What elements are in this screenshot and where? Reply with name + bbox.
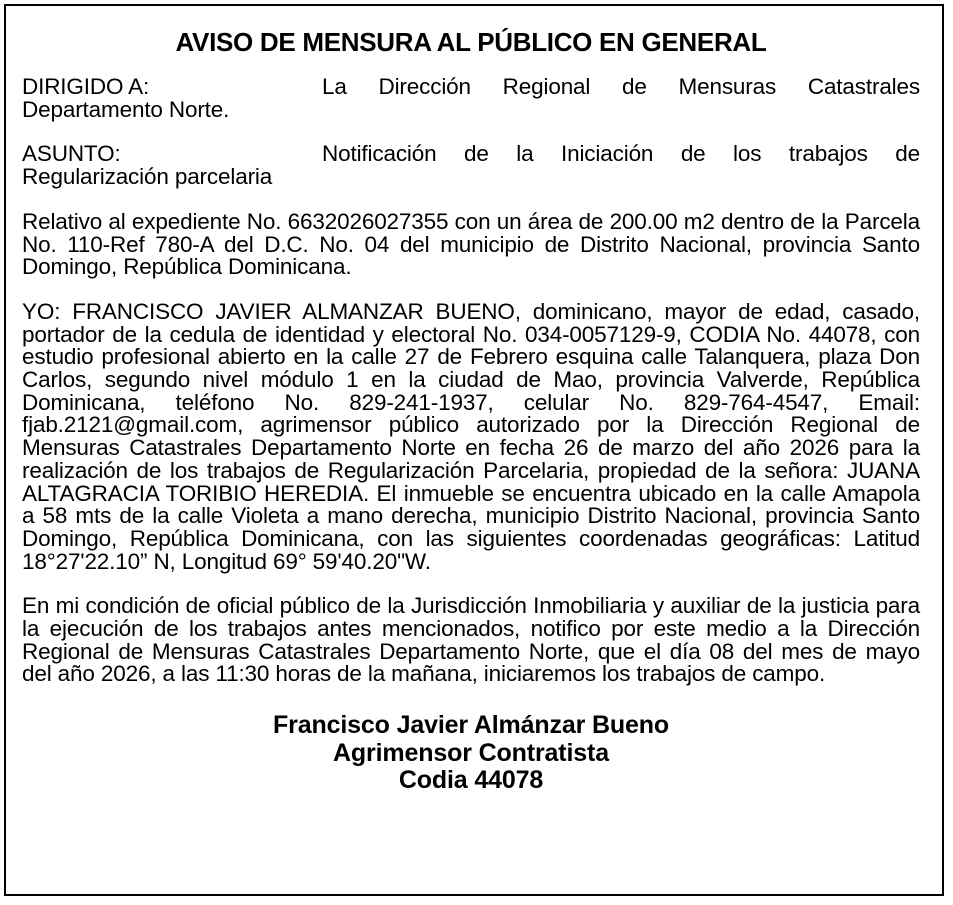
addressee-label: DIRIGIDO A: [22, 74, 150, 99]
addressee-field [22, 76, 920, 121]
signature-role: Agrimensor Contratista [333, 738, 609, 767]
subject-line-2: Regularización parcelaria [22, 164, 273, 190]
notice-title: AVISO DE MENSURA AL PÚBLICO EN GENERAL [175, 27, 767, 57]
subject-label: ASUNTO: [22, 141, 121, 167]
file-reference-paragraph: Relativo al expediente No. 6632026027355 con un área de 200.00 m2 dentro de la Parcela No. 110-Ref 780-A del D.C. No. 04 del municipio de Distrito Nacional, provincia Santo Domingo, República Dominicana. [22, 208, 920, 280]
subject-field [22, 143, 920, 188]
subject-line-1: Notificación de la Iniciación de los trabajos de [322, 141, 920, 167]
signature-codia: Codia 44078 [398, 766, 544, 795]
notification-paragraph: En mi condición de oficial público de la Jurisdicción Inmobiliaria y auxiliar de la justicia para la ejecución de los trabajos antes mencionados, notifico por este medio a la Dirección Regional de Mensuras Catastrales Departamento Norte, que el día 08 del mes de mayo del año 2026, a las 11:30 horas de la mañana, iniciaremos los trabajos de campo. [22, 593, 920, 687]
surveyor-declaration-paragraph: YO: FRANCISCO JAVIER ALMANZAR BUENO, dominicano, mayor de edad, casado, portador de la cedula de identidad y electoral No. 034-0057129-9, CODIA No. 44078, con estudio profesional abierto en la calle 27 de Febrero esquina calle Talanquera, plaza Don Carlos, segundo nivel módulo 1 en la ciudad de Mao, provincia Valverde, República Dominicana, teléfono No. 829-241-1937, celular No. 829-764-4547, Email: fjab.2121@gmail.com, agrimensor público autorizado por la Dirección Regional de Mensuras Catastrales Departamento Norte en fecha 26 de marzo del año 2026 para la realización de los trabajos de Regularización Parcelaria, propiedad de la señora: JUANA ALTAGRACIA TORIBIO HEREDIA. El inmueble se encuentra ubicado en la calle Amapola a 58 mts de la calle Violeta a mano derecha, municipio Distrito Nacional, provincia Santo Domingo, República Dominicana, con las siguientes coordenadas geográficas: Latitud 18°27'22.10” N, Longitud 69° 59'40.20"W. [22, 298, 920, 574]
signature-block [22, 712, 920, 795]
notice-document [22, 27, 920, 795]
signature-name: Francisco Javier Almánzar Bueno [273, 711, 669, 740]
addressee-line-2: Departamento Norte. [22, 96, 230, 122]
addressee-line-1: La Dirección Regional de Mensuras Catastrales [322, 74, 920, 99]
